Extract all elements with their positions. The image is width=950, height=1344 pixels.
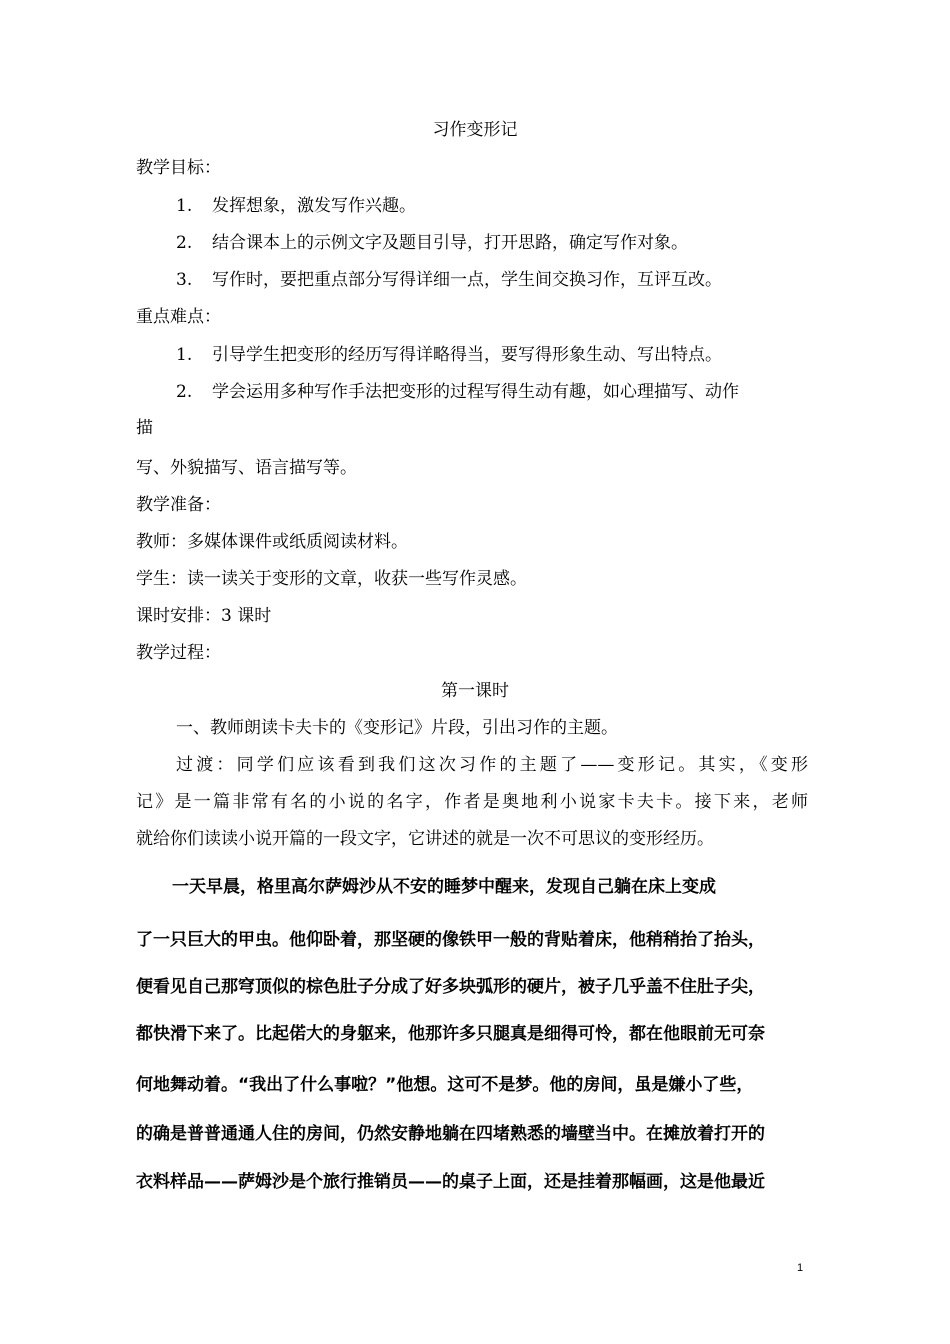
key-point-text: 引导学生把变形的经历写得详略得当，要写得形象生动、写出特点。 (212, 345, 722, 365)
page-number: 1 (797, 1262, 804, 1274)
transition-line: 记》是一篇非常有名的小说的名字，作者是奥地利小说家卡夫卡。接下来，老师 (136, 792, 808, 812)
preparation-heading: 教学准备： (136, 495, 221, 515)
goal-item-number: 2. (176, 233, 193, 253)
excerpt-line: 衣料样品——萨姆沙是个旅行推销员——的桌子上面，还是挂着那幅画，这是他最近 (136, 1172, 765, 1192)
goal-item-number: 3. (176, 270, 193, 290)
goal-item (176, 268, 856, 292)
goal-item (176, 194, 856, 218)
key-point-number: 2. (176, 382, 193, 402)
lesson-step: 一、教师朗读卡夫卡的《变形记》片段，引出习作的主题。 (176, 718, 618, 738)
goal-item-text: 结合课本上的示例文字及题目引导，打开思路，确定写作对象。 (212, 233, 688, 253)
excerpt-line: 何地舞动着。“我出了什么事啦？”他想。这可不是梦。他的房间，虽是嫌小了些， (136, 1075, 754, 1095)
key-point-wrap-line: 描 (136, 418, 153, 438)
goal-item-text: 写作时，要把重点部分写得详细一点，学生间交换习作，互评互改。 (212, 270, 722, 290)
key-point-number: 1. (176, 345, 193, 365)
transition-line: 过渡：同学们应该看到我们这次习作的主题了——变形记。其实，《变形 (176, 755, 808, 775)
transition-line: 就给你们读读小说开篇的一段文字，它讲述的就是一次不可思议的变形经历。 (136, 829, 714, 849)
excerpt-line: 便看见自己那穹顶似的棕色肚子分成了好多块弧形的硬片，被子几乎盖不住肚子尖， (136, 977, 765, 997)
key-points-heading: 重点难点： (136, 307, 221, 327)
preparation-teacher: 教师：多媒体课件或纸质阅读材料。 (136, 532, 408, 552)
key-point-text: 学会运用多种写作手法把变形的过程写得生动有趣，如心理描写、动作 (212, 382, 739, 402)
goals-heading: 教学目标： (136, 158, 221, 178)
schedule: 课时安排：3 课时 (136, 606, 272, 626)
goal-item (176, 231, 856, 255)
excerpt-line: 了一只巨大的甲虫。他仰卧着，那坚硬的像铁甲一般的背贴着床，他稍稍抬了抬头， (136, 930, 765, 950)
key-point-item (176, 343, 856, 367)
excerpt-line: 一天早晨，格里高尔萨姆沙从不安的睡梦中醒来，发现自己躺在床上变成 (172, 877, 716, 897)
key-point-item (176, 380, 856, 404)
process-heading: 教学过程： (136, 643, 221, 663)
document-title: 习作变形记 (432, 120, 518, 140)
key-point-wrap-line: 写、外貌描写、语言描写等。 (136, 458, 357, 478)
excerpt-line: 的确是普普通通人住的房间，仍然安静地躺在四堵熟悉的墙壁当中。在摊放着打开的 (136, 1124, 765, 1144)
excerpt-line: 都快滑下来了。比起偌大的身躯来，他那许多只腿真是细得可怜，都在他眼前无可奈 (136, 1024, 765, 1044)
goal-item-text: 发挥想象，激发写作兴趣。 (212, 196, 416, 216)
goal-item-number: 1. (176, 196, 193, 216)
lesson-heading: 第一课时 (441, 681, 509, 701)
preparation-student: 学生：读一读关于变形的文章，收获一些写作灵感。 (136, 569, 527, 589)
